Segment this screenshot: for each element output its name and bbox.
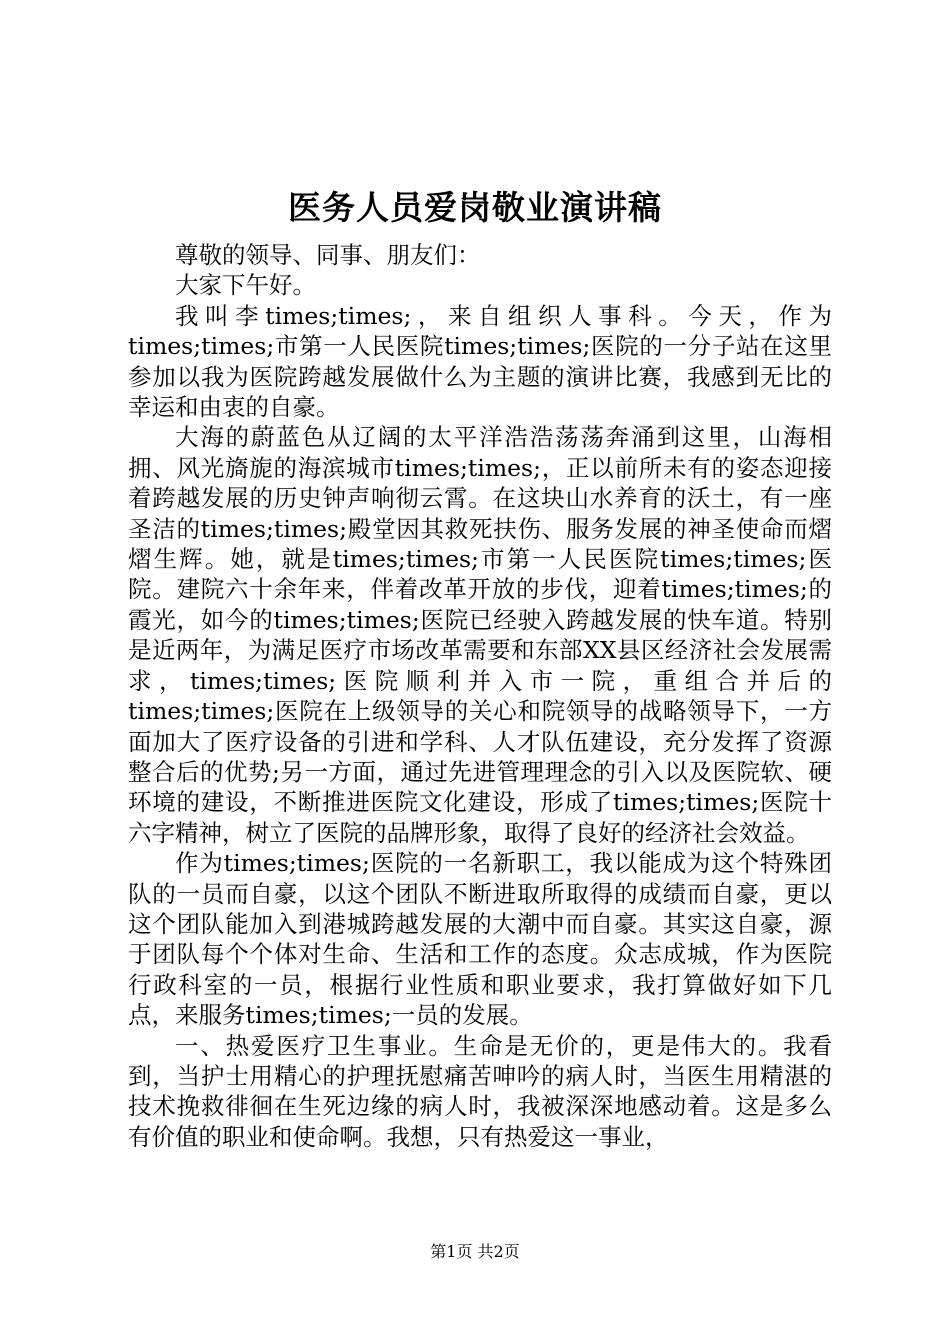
paragraph-intro: 我叫李times;times;，来自组织人事科。今天，作为times;times;市第一人民医院times;times;医院的一分子站在这里参加以我为医院跨越发展做什么为主题的演讲比赛，我感到无比的幸运和由衷的自豪。 bbox=[128, 301, 832, 422]
paragraph-hospital: 大海的蔚蓝色从辽阔的太平洋浩浩荡荡奔涌到这里，山海相拥、风光旖旎的海滨城市times;times;，正以前所未有的姿态迎接着跨越发展的历史钟声响彻云霄。在这块山水养育的沃土，有一座圣洁的times;times;殿堂因其救死扶伤、服务发展的神圣使命而熠熠生辉。她，就是times;times;市第一人民医院times;times;医院。建院六十余年来，伴着改革开放的步伐，迎着times;times;的霞光，如今的times;times;医院已经驶入跨越发展的快车道。特别是近两年，为满足医疗市场改革需要和东部XX县区经济社会发展需求，times;times;医院顺利并入市一院，重组合并后的times;times;医院在上级领导的关心和院领导的战略领导下，一方面加大了医疗设备的引进和学科、人才队伍建设，充分发挥了资源整合后的优势;另一方面，通过先进管理理念的引入以及医院软、硬环境的建设，不断推进医院文化建设，形成了times;times;医院十六字精神，树立了医院的品牌形象，取得了良好的经济社会效益。 bbox=[128, 423, 832, 847]
paragraph-hello: 大家下午好。 bbox=[175, 271, 316, 300]
paragraph-new-staff: 作为times;times;医院的一名新职工，我以能成为这个特殊团队的一员而自豪，以这个团队不断进取所取得的成绩而自豪，更以这个团队能加入到港城跨越发展的大潮中而自豪。其实这自豪，源于团队每个个体对生命、生活和工作的态度。众志成城，作为医院行政科室的一员，根据行业性质和职业要求，我打算做好如下几点，来服务times;times;一员的发展。 bbox=[128, 849, 832, 1030]
paragraph-greeting: 尊敬的领导、同事、朋友们： bbox=[175, 241, 481, 269]
document-title: 医务人员爱岗敬业演讲稿 bbox=[288, 188, 662, 227]
page-number-footer: 第1页 共2页 bbox=[430, 1242, 520, 1261]
document-body bbox=[128, 240, 832, 1152]
paragraph-point-one: 一、热爱医疗卫生事业。生命是无价的，更是伟大的。我看到，当护士用精心的护理抚慰痛苦呻吟的病人时，当医生用精湛的技术挽救徘徊在生死边缘的病人时，我被深深地感动着。这是多么有价值的职业和使命啊。我想，只有热爱这一事业， bbox=[128, 1031, 832, 1151]
